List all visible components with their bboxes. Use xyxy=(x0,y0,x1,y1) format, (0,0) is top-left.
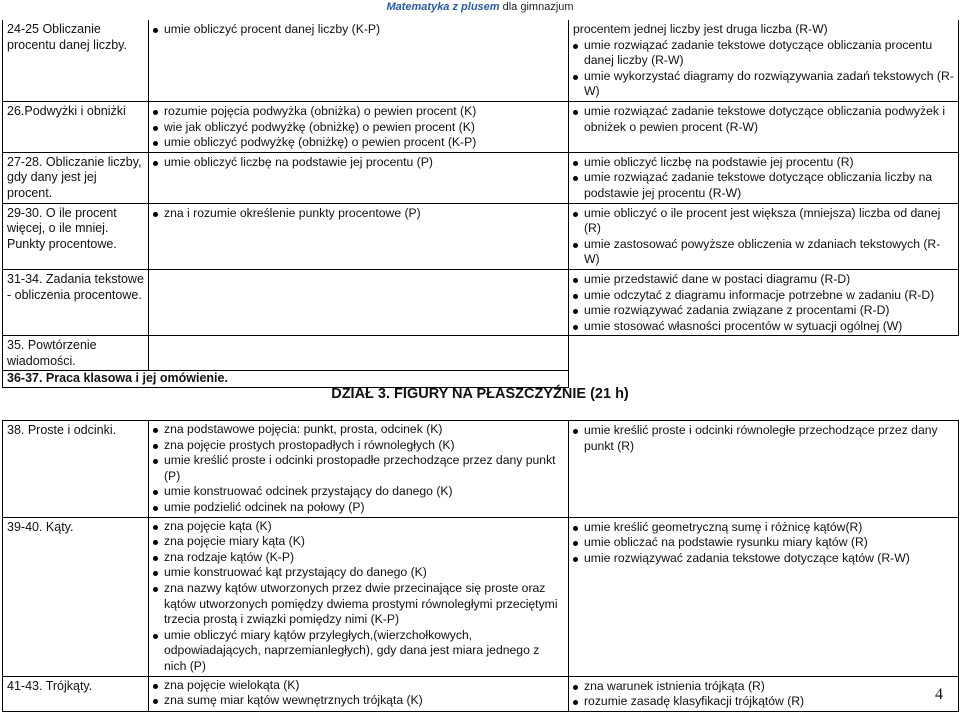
requirement-item: umie obliczyć o ile procent jest większa (mniejsza) liczba od danej (R) xyxy=(573,206,955,237)
requirement-list xyxy=(153,155,565,171)
advanced-requirements-cell xyxy=(569,20,959,101)
curriculum-table-percent xyxy=(2,20,959,388)
topic-cell: 35. Powtórzenie wiadomości. xyxy=(3,336,149,371)
topic-cell: 41-43. Trójkąty. xyxy=(3,676,149,711)
requirement-item: wie jak obliczyć podwyżkę (obniżkę) o pewien procent (K) xyxy=(153,120,565,136)
requirement-item: umie stosować własności procentów w sytuacji ogólnej (W) xyxy=(573,319,955,335)
basic-requirements-cell xyxy=(149,152,569,203)
table-row xyxy=(3,203,959,269)
table-row xyxy=(3,152,959,203)
requirement-list xyxy=(153,519,565,675)
advanced-requirements-cell xyxy=(569,421,959,518)
requirement-item: rozumie zasadę klasyfikacji trójkątów (R) xyxy=(573,694,955,710)
advanced-requirements-cell xyxy=(569,152,959,203)
requirement-item: umie podzielić odcinek na połowy (P) xyxy=(153,500,565,516)
advanced-requirements-cell xyxy=(569,336,959,371)
requirement-list xyxy=(573,206,955,268)
requirement-list xyxy=(573,22,955,100)
page-number: 4 xyxy=(935,686,943,703)
requirement-item: umie obliczać na podstawie rysunku miary kątów (R) xyxy=(573,535,955,551)
advanced-requirements-cell xyxy=(569,517,959,676)
header-subtitle: dla gimnazjum xyxy=(499,1,574,13)
requirement-item: zna pojęcie miary kąta (K) xyxy=(153,534,565,550)
topic-cell: 31-34. Zadania tekstowe - obliczenia procentowe. xyxy=(3,269,149,335)
requirement-item: umie konstruować odcinek przystający do danego (K) xyxy=(153,484,565,500)
requirement-list xyxy=(153,22,565,38)
table-row xyxy=(3,336,959,371)
requirement-item: umie kreślić proste i odcinki prostopadłe przechodzące przez dany punkt (P) xyxy=(153,453,565,484)
requirement-list xyxy=(573,679,955,710)
advanced-requirements-cell xyxy=(569,101,959,152)
requirement-item: umie rozwiązać zadanie tekstowe dotyczące obliczania liczby na podstawie jej procentu (R-W) xyxy=(573,170,955,201)
requirement-list xyxy=(153,206,565,222)
requirement-item: zna podstawowe pojęcia: punkt, prosta, odcinek (K) xyxy=(153,422,565,438)
curriculum-table-figures xyxy=(2,420,959,712)
requirement-item: umie obliczyć liczbę na podstawie jej procentu (P) xyxy=(153,155,565,171)
requirement-item: umie obliczyć miary kątów przyległych,(wierzchołkowych, odpowiadających, naprzemianległych), gdy dana jest miara jednego z nich (P) xyxy=(153,628,565,675)
requirement-item: zna pojęcie kąta (K) xyxy=(153,519,565,535)
requirement-list xyxy=(153,678,565,709)
topic-cell: 26.Podwyżki i obniżki xyxy=(3,101,149,152)
topic-cell: 29-30. O ile procent więcej, o ile mniej. Punkty procentowe. xyxy=(3,203,149,269)
requirement-item: umie kreślić geometryczną sumę i różnicę kątów(R) xyxy=(573,520,955,536)
requirement-item: umie kreślić proste i odcinki równoległe przechodzące przez dany punkt (R) xyxy=(573,423,955,454)
requirement-item: procentem jednej liczby jest druga liczba (R-W) xyxy=(573,22,828,36)
topic-cell: 39-40. Kąty. xyxy=(3,517,149,676)
requirement-item: zna i rozumie określenie punkty procentowe (P) xyxy=(153,206,565,222)
basic-requirements-cell xyxy=(149,20,569,101)
table-row xyxy=(3,20,959,101)
requirement-list xyxy=(153,422,565,516)
basic-requirements-cell xyxy=(149,269,569,335)
topic-cell: 27-28. Obliczanie liczby, gdy dany jest jej procent. xyxy=(3,152,149,203)
test-row-label: 36-37. Praca klasowa i jej omówienie. xyxy=(3,371,569,388)
header-brand: Matematyka z plusem xyxy=(386,1,500,13)
requirement-item: zna pojęcie wielokąta (K) xyxy=(153,678,565,694)
advanced-requirements-cell xyxy=(569,676,959,711)
table-row xyxy=(3,101,959,152)
requirement-item: umie konstruować kąt przystający do danego (K) xyxy=(153,565,565,581)
table-row xyxy=(3,517,959,676)
requirement-list xyxy=(573,104,955,135)
basic-requirements-cell xyxy=(149,336,569,371)
topic-cell: 24-25 Obliczanie procentu danej liczby. xyxy=(3,20,149,101)
table-row xyxy=(3,269,959,335)
requirement-list xyxy=(573,423,955,454)
section-title: DZIAŁ 3. FIGURY NA PŁASZCZYŹNIE (21 h) xyxy=(331,386,629,402)
requirement-item: umie odczytać z diagramu informacje potrzebne w zadaniu (R-D) xyxy=(573,288,955,304)
requirement-list xyxy=(153,104,565,151)
requirement-item: umie rozwiązywać zadania tekstowe dotyczące kątów (R-W) xyxy=(573,551,955,567)
requirement-item: zna warunek istnienia trójkąta (R) xyxy=(573,679,955,695)
header-title xyxy=(0,1,960,14)
requirement-item: zna nazwy kątów utworzonych przez dwie przecinające się proste oraz kątów utworzonych pomiędzy dwiema prostymi równoległymi przeciętymi trzecia prostą i związki pomiędzy nimi (K-P) xyxy=(153,581,565,628)
requirement-item: umie wykorzystać diagramy do rozwiązywania zadań tekstowych (R-W) xyxy=(573,69,955,100)
basic-requirements-cell xyxy=(149,517,569,676)
advanced-requirements-cell xyxy=(569,203,959,269)
requirement-item: zna rodzaje kątów (K-P) xyxy=(153,550,565,566)
requirement-item: rozumie pojęcia podwyżka (obniżka) o pewien procent (K) xyxy=(153,104,565,120)
requirement-item: umie rozwiązywać zadania związane z procentami (R-D) xyxy=(573,303,955,319)
basic-requirements-cell xyxy=(149,421,569,518)
requirement-item: umie obliczyć liczbę na podstawie jej procentu (R) xyxy=(573,155,955,171)
requirement-item: umie zastosować powyższe obliczenia w zdaniach tekstowych (R-W) xyxy=(573,237,955,268)
topic-cell: 38. Proste i odcinki. xyxy=(3,421,149,518)
requirement-list xyxy=(573,520,955,567)
requirement-item: umie obliczyć procent danej liczby (K-P) xyxy=(153,22,565,38)
advanced-requirements-cell xyxy=(569,269,959,335)
requirement-item: umie rozwiązać zadanie tekstowe dotyczące obliczania podwyżek i obniżek o pewien procent (R-W) xyxy=(573,104,955,135)
requirement-list xyxy=(573,155,955,202)
requirement-list xyxy=(573,272,955,334)
requirement-item: umie rozwiązać zadanie tekstowe dotyczące obliczania procentu danej liczby (R-W) xyxy=(573,38,955,69)
requirement-item: umie przedstawić dane w postaci diagramu (R-D) xyxy=(573,272,955,288)
basic-requirements-cell xyxy=(149,676,569,711)
basic-requirements-cell xyxy=(149,101,569,152)
table-row xyxy=(3,421,959,518)
table-row xyxy=(3,676,959,711)
basic-requirements-cell xyxy=(149,203,569,269)
requirement-item: zna sumę miar kątów wewnętrznych trójkąta (K) xyxy=(153,693,565,709)
requirement-item: zna pojęcie prostych prostopadłych i równoległych (K) xyxy=(153,438,565,454)
requirement-item: umie obliczyć podwyżkę (obniżkę) o pewien procent (K-P) xyxy=(153,135,565,151)
